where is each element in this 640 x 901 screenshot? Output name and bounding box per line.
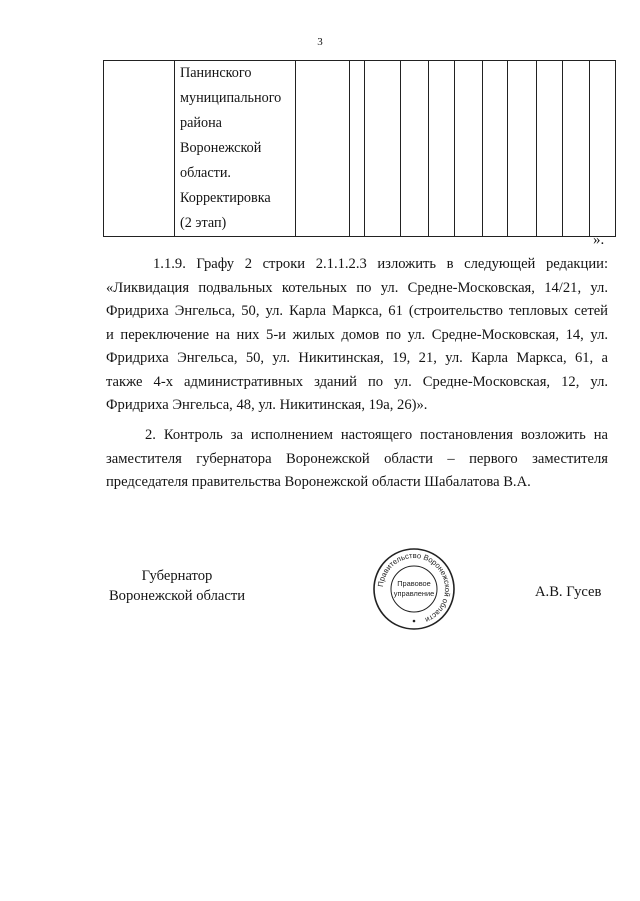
table-cell-empty: [563, 61, 590, 237]
table-cell-empty: [104, 61, 175, 237]
cell-line: области.: [180, 165, 231, 181]
table-cell-empty: [537, 61, 563, 237]
stamp-seal-icon: [372, 547, 456, 631]
stamp-center-line: Правовое: [397, 579, 431, 588]
cell-line: муниципального: [180, 90, 282, 106]
signatory-name: А.В. Гусев: [535, 584, 602, 600]
table-cell-empty: [365, 61, 401, 237]
official-stamp: [372, 547, 456, 631]
paragraph-line: заместителя губернатора Воронежской области – первого заместителя: [106, 450, 608, 467]
paragraph-line: 2. Контроль за исполнением настоящего постановления возложить на: [145, 427, 608, 443]
paragraph-line: Фридриха Энгельса, 50, ул. Карла Маркса, 61 (строительство тепловых сетей: [106, 303, 608, 319]
signatory-title-line: Губернатор: [141, 568, 213, 584]
paragraph-line: председателя правительства Воронежской области Шабалатова В.А.: [106, 474, 531, 490]
table-cell-empty: [508, 61, 537, 237]
table-cell-empty: [296, 61, 350, 237]
stamp-center-line: управление: [393, 589, 435, 598]
page-number: 3: [317, 36, 323, 48]
paragraph-line: и переключение на них 5-и жилых домов по ул. Средне-Московская, 14, ул.: [106, 326, 608, 343]
table-cell-empty: [350, 61, 365, 237]
stamp-dot-icon: [413, 620, 416, 623]
table-cell-empty: [590, 61, 616, 237]
paragraph-1-1-9: [106, 253, 608, 418]
table-row: [104, 61, 616, 237]
table-cell-empty: [429, 61, 455, 237]
paragraph-line: «Ликвидация подвальных котельных по ул. Средне-Московская, 14/21, ул.: [106, 279, 608, 296]
cell-line: района: [180, 115, 222, 131]
paragraph-line: Фридриха Энгельса, 48, ул. Никитинская, 19а, 26)».: [106, 397, 428, 413]
paragraph-2: [106, 424, 608, 495]
continuation-table: [103, 60, 616, 237]
cell-line: Корректировка: [180, 190, 271, 206]
table-cell-name: [175, 61, 296, 237]
stamp-ring-text: Правительство Воронежской области: [376, 550, 453, 625]
cell-line: Панинского: [180, 65, 252, 81]
cell-line: (2 этап): [180, 215, 227, 231]
closing-quote: ».: [593, 232, 605, 248]
table-cell-empty: [455, 61, 483, 237]
cell-line: Воронежской: [180, 140, 262, 156]
signatory-title-line: Воронежской области: [108, 588, 246, 604]
paragraph-line: Фридриха Энгельса, 50, ул. Никитинская, 19, 21, ул. Карла Маркса, 61, а: [106, 350, 608, 366]
paragraph-line: также 4-х административных зданий по ул. Средне-Московская, 12, ул.: [106, 373, 608, 390]
signatory-title: [107, 566, 247, 606]
paragraph-line: 1.1.9. Графу 2 строки 2.1.1.2.3 изложить в следующей редакции:: [153, 256, 608, 272]
table-cell-empty: [483, 61, 508, 237]
table-cell-empty: [401, 61, 429, 237]
